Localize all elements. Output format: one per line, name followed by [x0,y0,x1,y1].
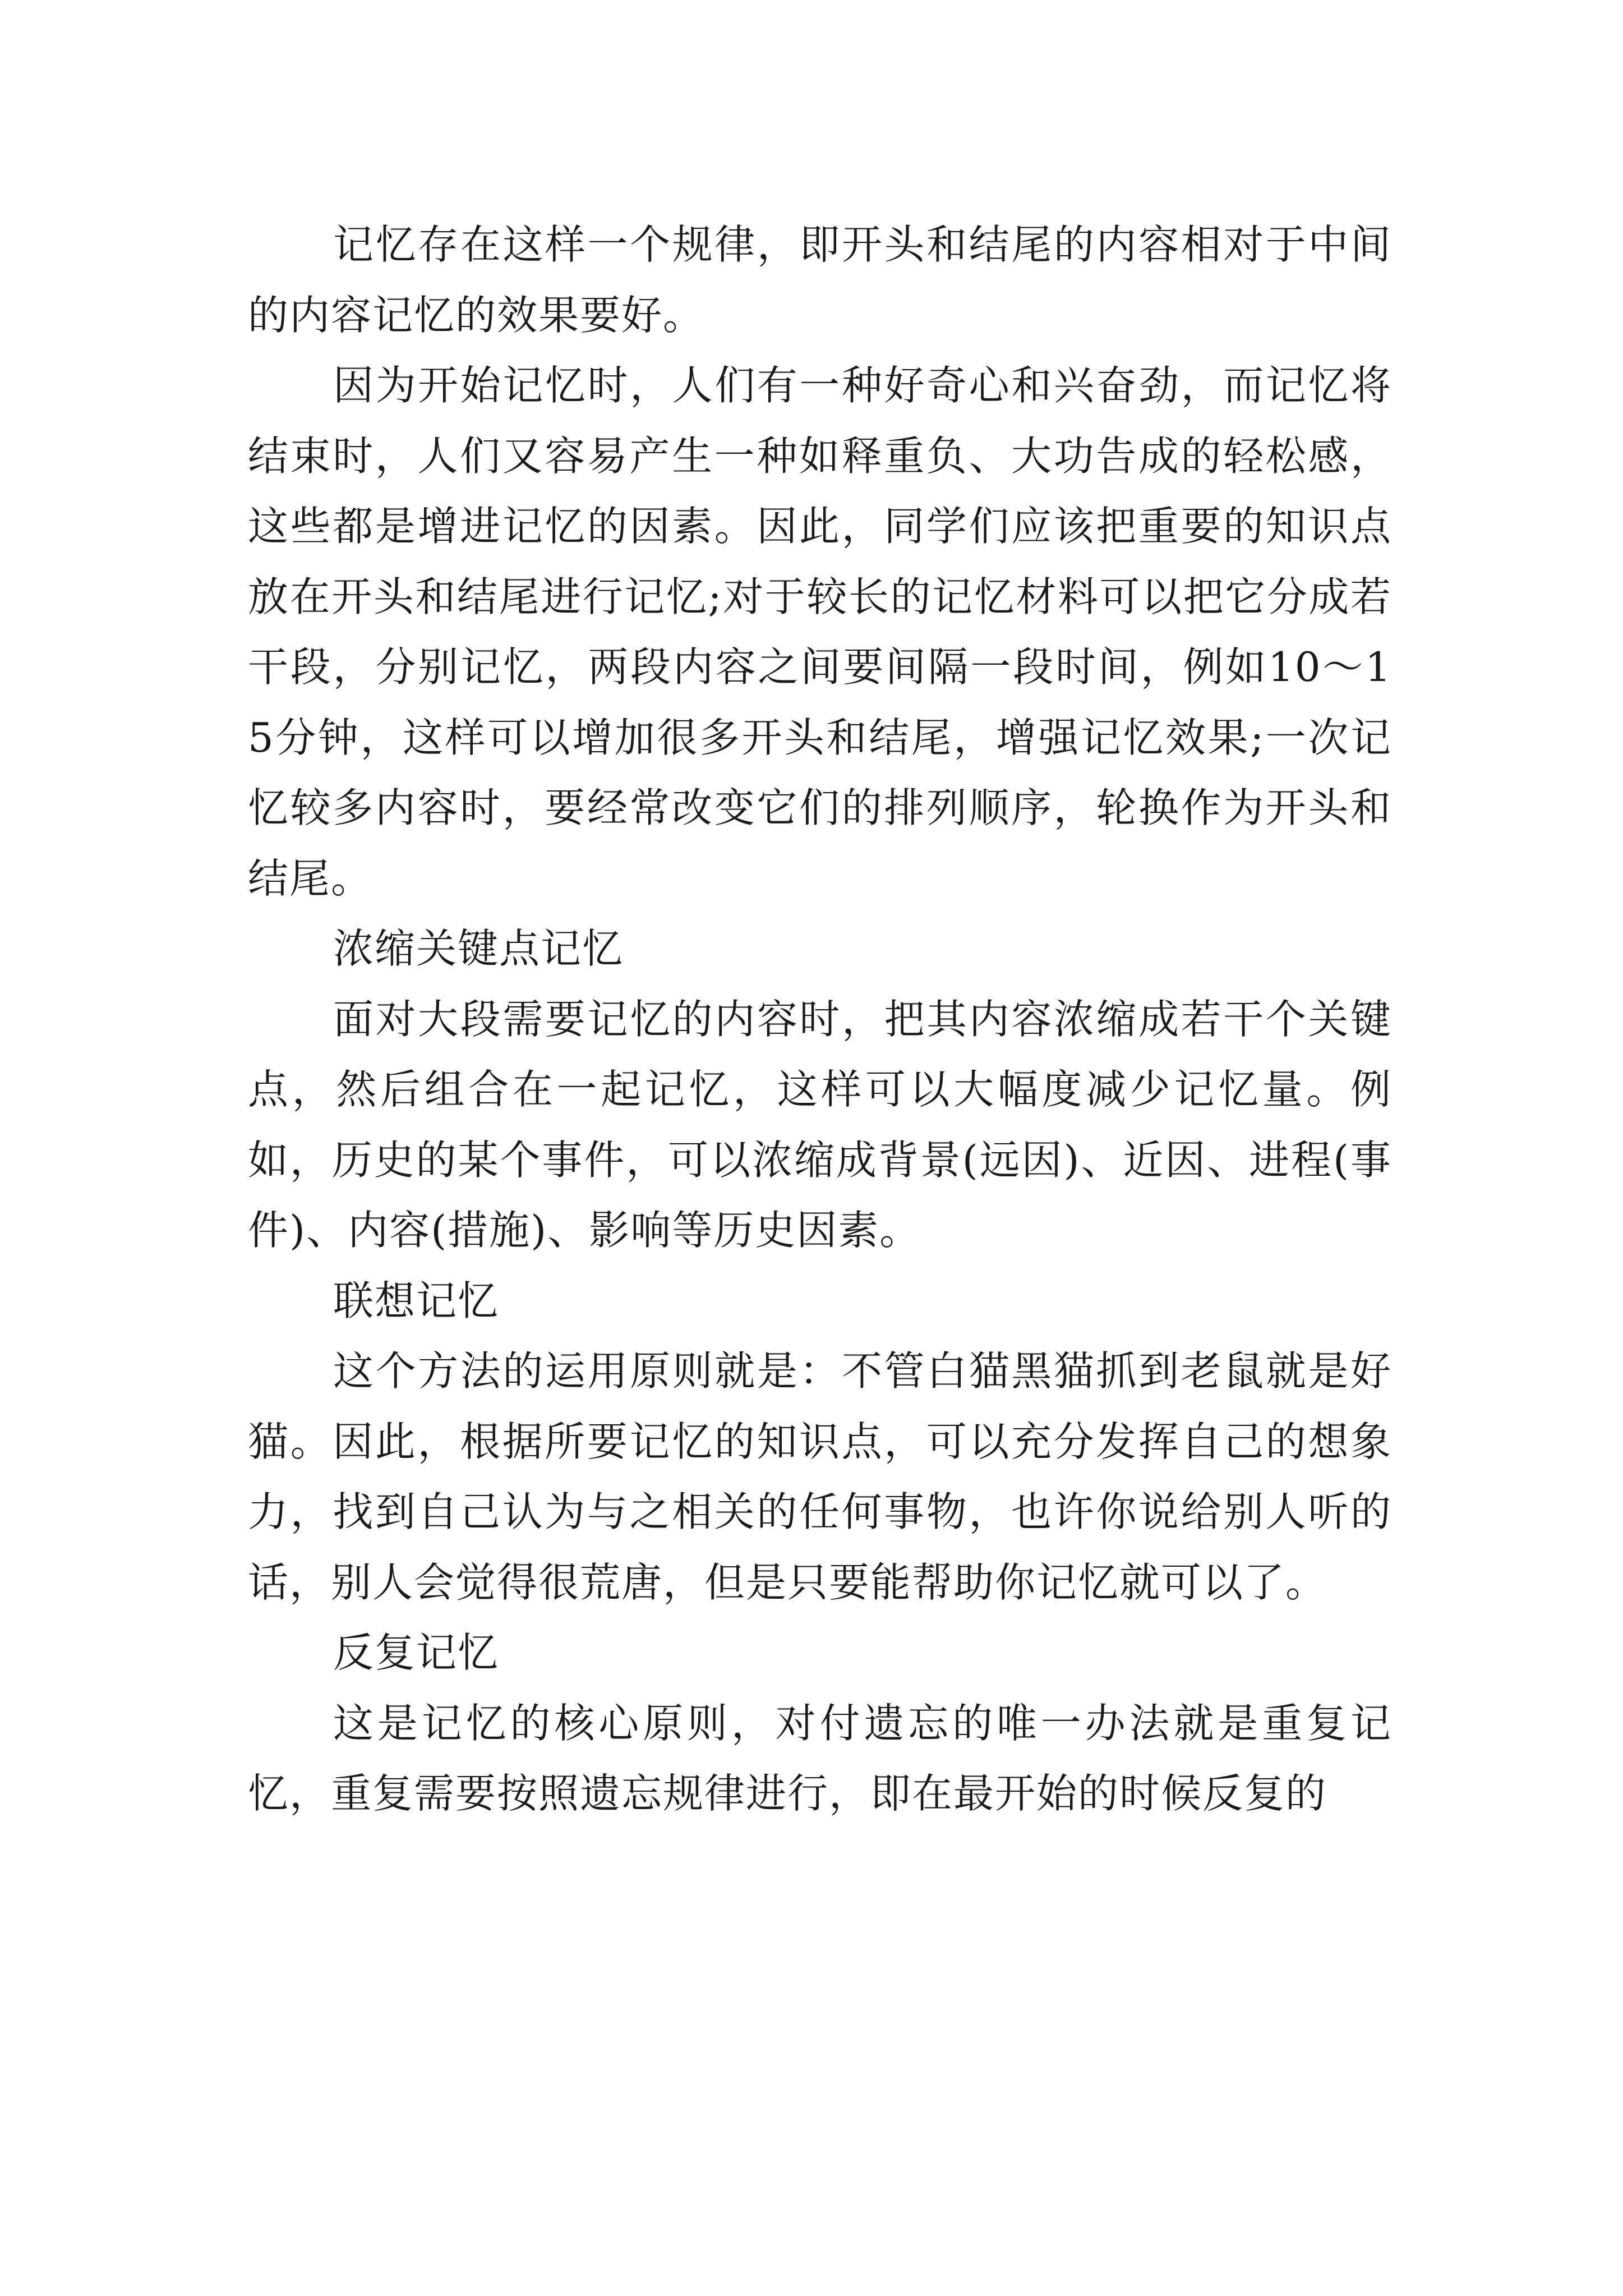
heading-association-memory: 联想记忆 [333,1277,500,1324]
paragraph-key-point-memory: 面对大段需要记忆的内容时，把其内容浓缩成若干个关键点，然后组合在一起记忆，这样可以大幅度减少记忆量。例如，历史的某个事件，可以浓缩成背景(远因)、近因、进程(事件)、内容(措施)、影响等历史因素。 [248,995,1392,1254]
paragraph-repetition-memory: 这是记忆的核心原则，对付遗忘的唯一办法就是重复记忆，重复需要按照遗忘规律进行，即在最开始的时候反复的 [248,1699,1392,1817]
document-body [248,210,1392,1829]
paragraph-association-memory: 这个方法的运用原则就是：不管白猫黑猫抓到老鼠就是好猫。因此，根据所要记忆的知识点，可以充分发挥自己的想象力，找到自己认为与之相关的任何事物，也许你说给别人听的话，别人会觉得很荒唐，但是只要能帮助你记忆就可以了。 [248,1347,1392,1606]
heading-repetition-memory: 反复记忆 [333,1629,500,1676]
paragraph-primacy-recency-reason: 因为开始记忆时，人们有一种好奇心和兴奋劲，而记忆将结束时，人们又容易产生一种如释重负、大功告成的轻松感，这些都是增进记忆的因素。因此，同学们应该把重要的知识点放在开头和结尾进行记忆;对于较长的记忆材料可以把它分成若干段，分别记忆，两段内容之间要间隔一段时间，例如10～15分钟，这样可以增加很多开头和结尾，增强记忆效果;一次记忆较多内容时，要经常改变它们的排列顺序，轮换作为开头和结尾。 [248,362,1392,902]
paragraph-primacy-recency: 记忆存在这样一个规律，即开头和结尾的内容相对于中间的内容记忆的效果要好。 [248,221,1392,339]
heading-key-point-memory: 浓缩关键点记忆 [333,925,624,972]
